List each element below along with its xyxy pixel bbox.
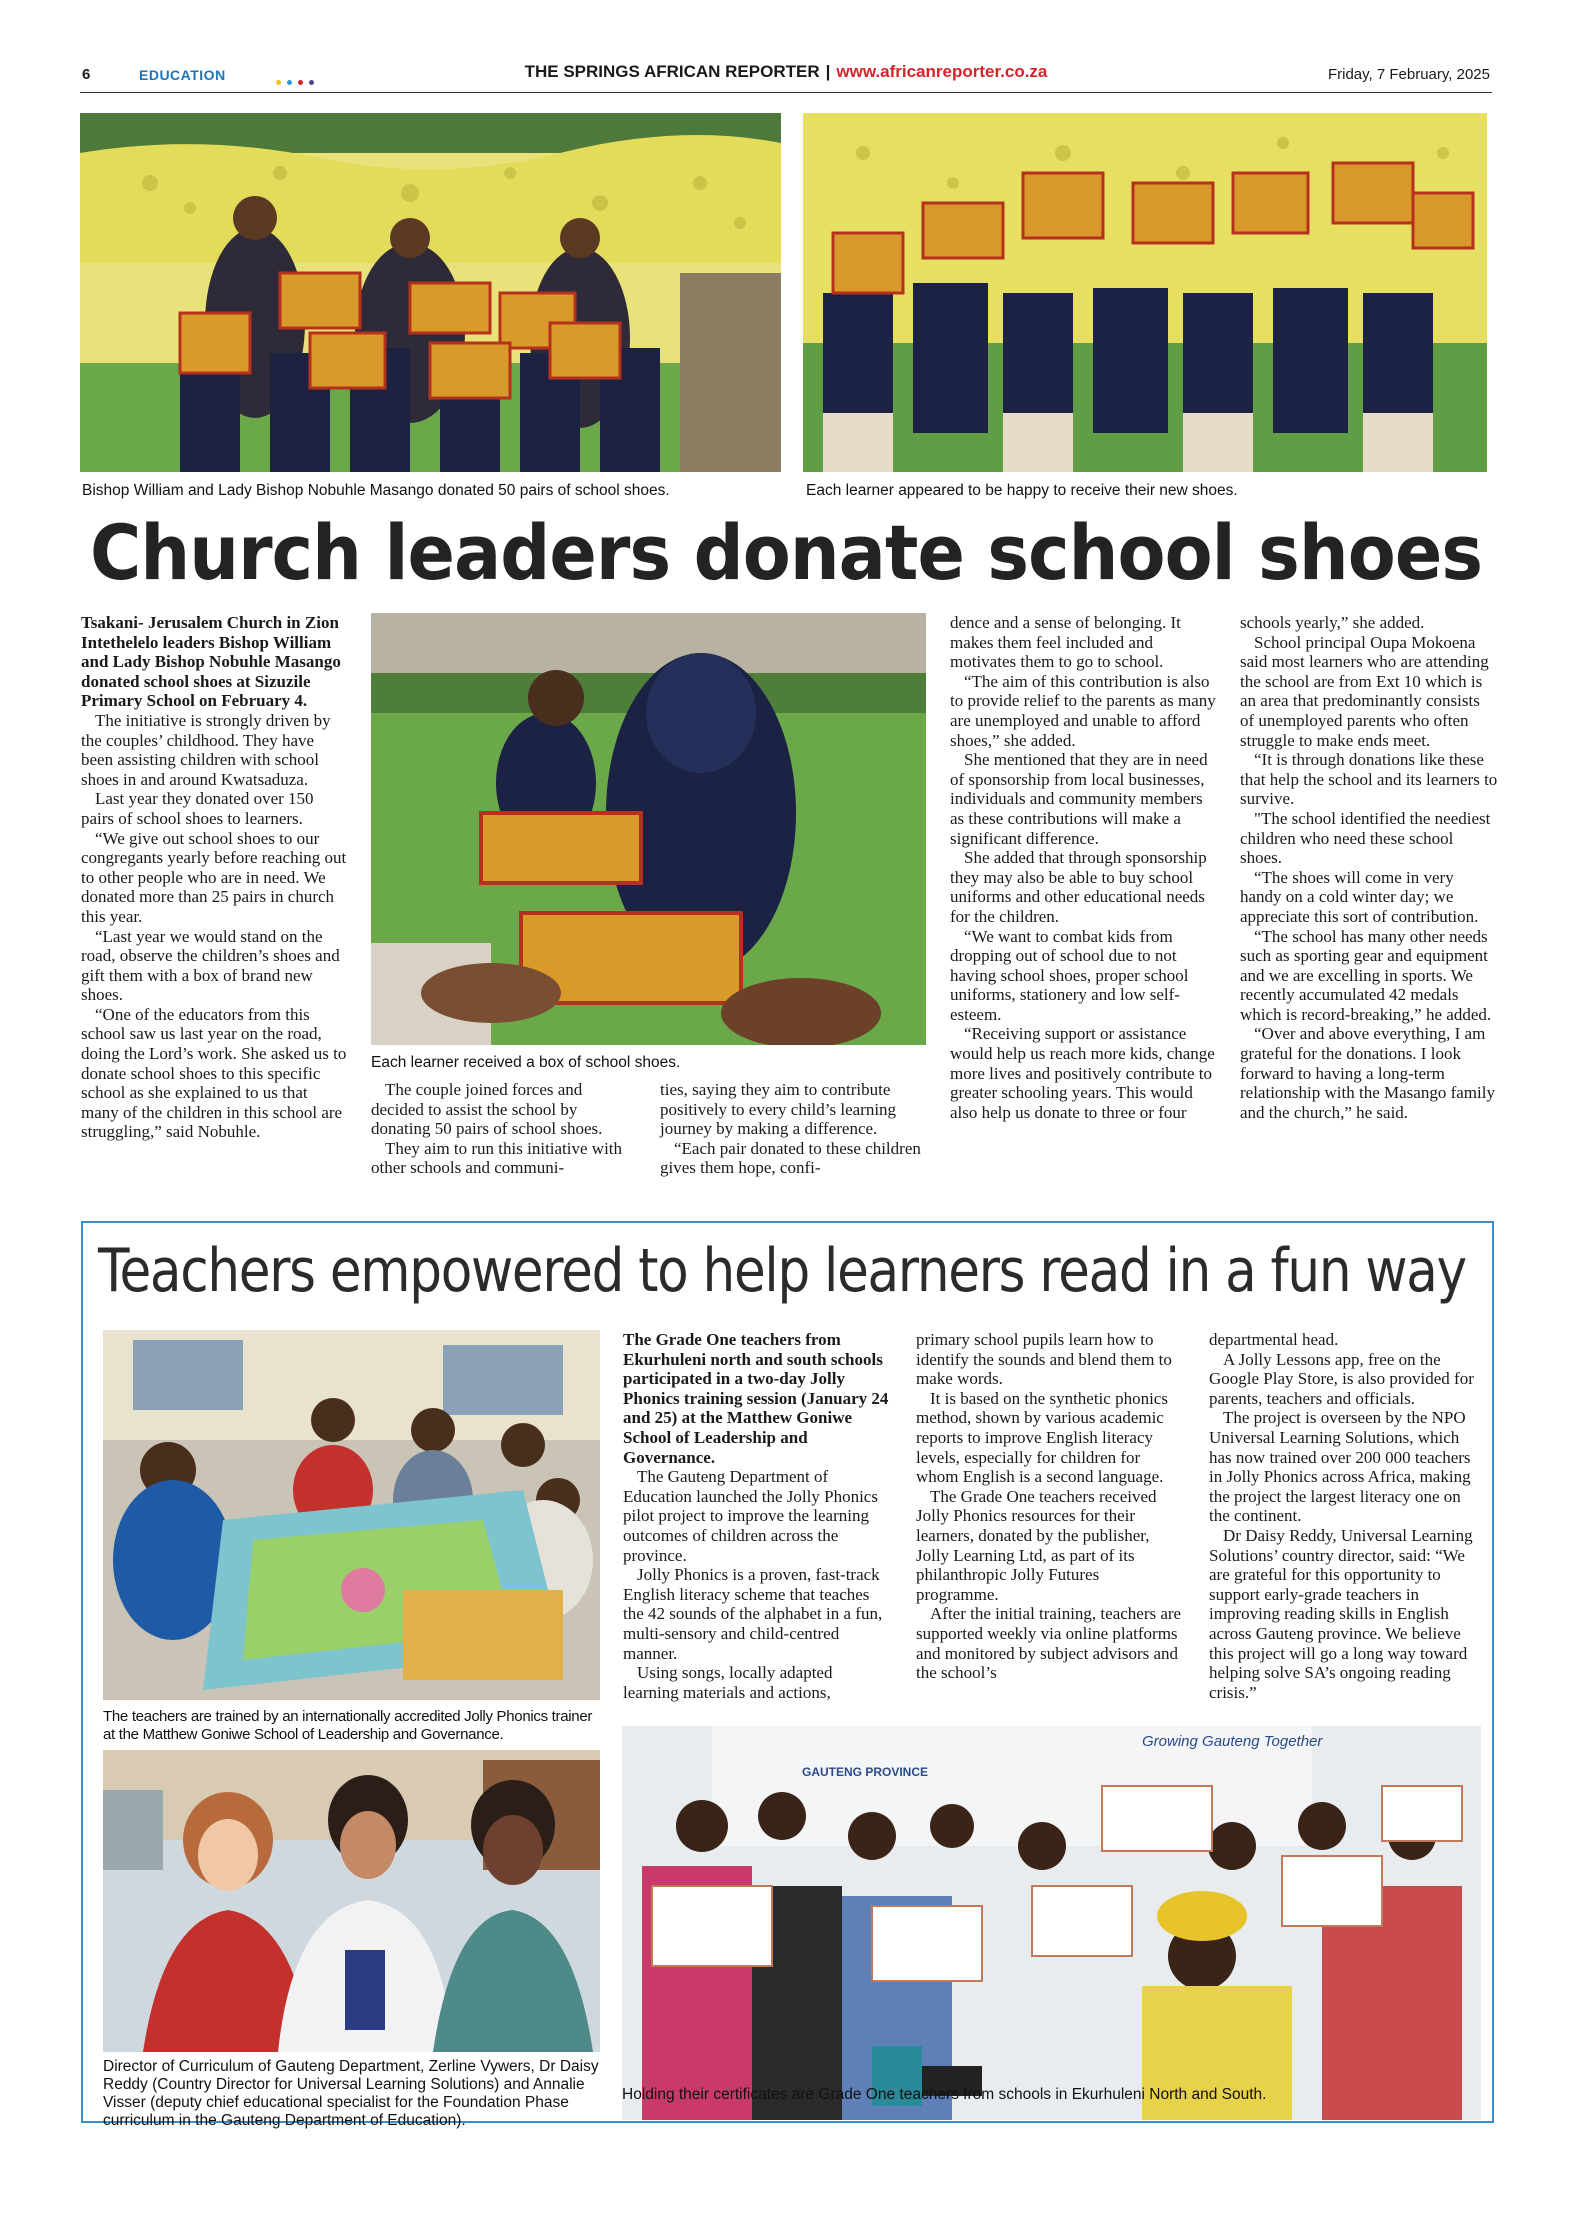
story1-paragraph: “The aim of this contribution is also to provide relief to the parents as many are unemployed and unable to afford shoes,” she added.: [950, 671, 1216, 750]
story2-paragraph: The Gauteng Department of Education launched the Jolly Phonics pilot project to improve the learning outcomes of children across the province.: [623, 1467, 878, 1565]
story2-paragraph: primary school pupils learn how to identify the sounds and blend them to make words.: [916, 1330, 1172, 1389]
story2-column-3: [1209, 1330, 1477, 1702]
story1-paragraph: ties, saying they aim to contribute positively to every child’s learning journey by making a difference.: [660, 1080, 897, 1139]
story1-paragraph: She mentioned that they are in need of sponsorship from local businesses, individuals and community members as these contributions will make a significant difference.: [950, 750, 1208, 848]
story2-lead: The Grade One teachers from Ekurhuleni north and south schools participated in a two-day Jolly Phonics training session (January 24 and 25) at the Matthew Goniwe School of Leadership and Governance.: [623, 1330, 889, 1467]
story1-paragraph: “We give out school shoes to our congregants yearly before reaching out to other people who are in need. We donated more than 25 pairs in church this year.: [81, 828, 347, 926]
story1-paragraph: schools yearly,” she added.: [1240, 613, 1425, 632]
photo-bishops-donation: [80, 113, 781, 472]
photo-learners-image: [803, 113, 1487, 472]
paper-name: THE SPRINGS AFRICAN REPORTER: [524, 62, 820, 81]
page-number: 6: [82, 66, 91, 83]
story2-paragraph: The project is overseen by the NPO Universal Learning Solutions, which has now trained over 200 000 teachers in Jolly Phonics across Africa, making the project the largest literacy one on the continent.: [1209, 1408, 1471, 1526]
masthead-separator: |: [825, 62, 831, 81]
photo-certificates: [622, 1726, 1481, 2120]
story1-paragraph: “We want to combat kids from dropping out of school due to not having school shoes, proper school uniforms, stationery and low self-esteem.: [950, 926, 1189, 1024]
story2-paragraph: A Jolly Lessons app, free on the Google Play Store, is also provided for parents, teachers and officials.: [1209, 1349, 1474, 1408]
story1-column-1: [81, 613, 349, 1142]
story1-column-2: [371, 1080, 633, 1178]
banner-province: GAUTENG PROVINCE: [802, 1765, 929, 1779]
caption-certificates: Holding their certificates are Grade One teachers from schools in Ekurhuleni North and South.: [622, 2086, 1267, 2103]
caption-learner-box: Each learner received a box of school shoes.: [371, 1054, 681, 1071]
story1-column-4: [950, 613, 1216, 1122]
story1-paragraph: “Last year we would stand on the road, observe the children’s shoes and gift them with a box of brand new shoes.: [81, 926, 340, 1005]
story1-paragraph: She added that through sponsorship they may also be able to buy school uniforms and other educational needs for the children.: [950, 848, 1207, 926]
photo-teachers-training: [103, 1330, 600, 1700]
photo-learner-receives-box: [371, 613, 926, 1045]
caption-bishops-photo: Bishop William and Lady Bishop Nobuhle Masango donated 50 pairs of school shoes.: [82, 482, 670, 499]
story1-paragraph: Last year they donated over 150 pairs of school shoes to learners.: [81, 789, 314, 828]
story1-paragraph: “The shoes will come in very handy on a cold winter day; we appreciate this sort of contribution.: [1240, 867, 1479, 926]
story2-column-1: [623, 1330, 891, 1702]
photo-officials: [103, 1750, 600, 2052]
photo-happy-learners: [803, 113, 1487, 472]
story1-paragraph: School principal Oupa Mokoena said most learners who are attending the school are from Ext 10 which is an area that predominantly consists of unemployed parents who often struggle to make ends meet.: [1240, 632, 1489, 750]
story2-paragraph: It is based on the synthetic phonics method, shown by various academic reports to improve English literacy levels, especially for children for whom English is a second language.: [916, 1388, 1168, 1487]
story1-paragraph: “Receiving support or assistance would help us reach more kids, change more lives and positively contribute to greater schooling years. This would also help us donate to three or four: [950, 1024, 1215, 1122]
story1-paragraph: "The school identified the neediest children who need these school shoes.: [1240, 808, 1491, 868]
story1-paragraph: “Over and above everything, I am grateful for the donations. I look forward to having a long-term relationship with the Masango family and the church,” he said.: [1240, 1024, 1495, 1122]
headline-teachers-empowered: Teachers empowered to help learners read in a fun way: [98, 1236, 1466, 1306]
photo-officials-image: [103, 1750, 600, 2052]
story1-paragraph: The initiative is strongly driven by the couples’ childhood. They have been assisting children with school shoes in and around Kwatsaduza.: [81, 710, 331, 789]
section-label: EDUCATION: [139, 67, 226, 83]
story2-paragraph: departmental head.: [1209, 1330, 1339, 1349]
photo-certificates-image: [622, 1726, 1481, 2120]
story1-column-3: [660, 1080, 922, 1178]
story2-paragraph: Using songs, locally adapted learning materials and actions,: [623, 1663, 833, 1702]
story1-paragraph: “It is through donations like these that help the school and its learners to survive.: [1240, 750, 1498, 809]
caption-learners-photo: Each learner appeared to be happy to receive their new shoes.: [806, 482, 1238, 499]
story1-paragraph: dence and a sense of belonging. It makes them feel included and motivates them to go to school.: [950, 613, 1181, 672]
story1-column-5: [1240, 613, 1498, 1122]
story2-paragraph: Dr Daisy Reddy, Universal Learning Solutions’ country director, said: “We are grateful for this opportunity to support early-grade teachers in improving reading skills in English across Gauteng province. We believe this project will go a long way toward helping solve SA’s ongoing reading crisis.”: [1209, 1525, 1473, 1702]
story1-paragraph: “Each pair donated to these children gives them hope, confi-: [660, 1138, 921, 1178]
issue-date: Friday, 7 February, 2025: [1327, 66, 1490, 83]
paper-url[interactable]: www.africanreporter.co.za: [836, 62, 1048, 81]
photo-learner-box-image: [371, 613, 926, 1045]
banner-slogan: Growing Gauteng Together: [1142, 1733, 1323, 1750]
headline-church-leaders: Church leaders donate school shoes: [89, 508, 1483, 597]
caption-teachers-training: The teachers are trained by an internationally accredited Jolly Phonics trainer at the Matthew Goniwe School of Leadership and Governance.: [103, 1708, 593, 1743]
caption-officials: Director of Curriculum of Gauteng Department, Zerline Vywers, Dr Daisy Reddy (Country Director for Universal Learning Solutions) and Annalie Visser (deputy chief educational specialist for the Foundation Phase curriculum in the Gauteng Department of Education).: [103, 2058, 599, 2129]
story2-column-2: [916, 1330, 1184, 1683]
story2-paragraph: The Grade One teachers received Jolly Phonics resources for their learners, donated by the publisher, Jolly Learning Ltd, as part of its philanthropic Jolly Futures programme.: [916, 1486, 1157, 1604]
story1-paragraph: “The school has many other needs such as sporting gear and equipment and we are excelling in sports. We recently accumulated 42 medals which is record-breaking,” he added.: [1240, 926, 1492, 1024]
header-rule: [80, 92, 1492, 93]
story2-paragraph: After the initial training, teachers are supported weekly via online platforms and monitored by subject advisors and the school’s: [916, 1604, 1182, 1683]
story1-paragraph: The couple joined forces and decided to assist the school by donating 50 pairs of school shoes.: [371, 1080, 603, 1139]
story1-lead: Tsakani- Jerusalem Church in Zion Intethelelo leaders Bishop William and Lady Bishop Nobuhle Masango donated school shoes at Sizuzile Primary School on February 4.: [81, 613, 341, 711]
photo-bishops-image: [80, 113, 781, 472]
photo-training-image: [103, 1330, 600, 1700]
story2-paragraph: Jolly Phonics is a proven, fast-track English literacy scheme that teaches the 42 sounds of the alphabet in a fun, multi-sensory and child-centred manner.: [623, 1565, 883, 1663]
story1-paragraph: They aim to run this initiative with other schools and communi-: [371, 1138, 623, 1178]
story1-paragraph: “One of the educators from this school saw us last year on the road, doing the Lord’s work. She asked us to donate school shoes to this specific school as she explained to us that many of the children in this school are struggling,” said Nobuhle.: [81, 1004, 347, 1142]
